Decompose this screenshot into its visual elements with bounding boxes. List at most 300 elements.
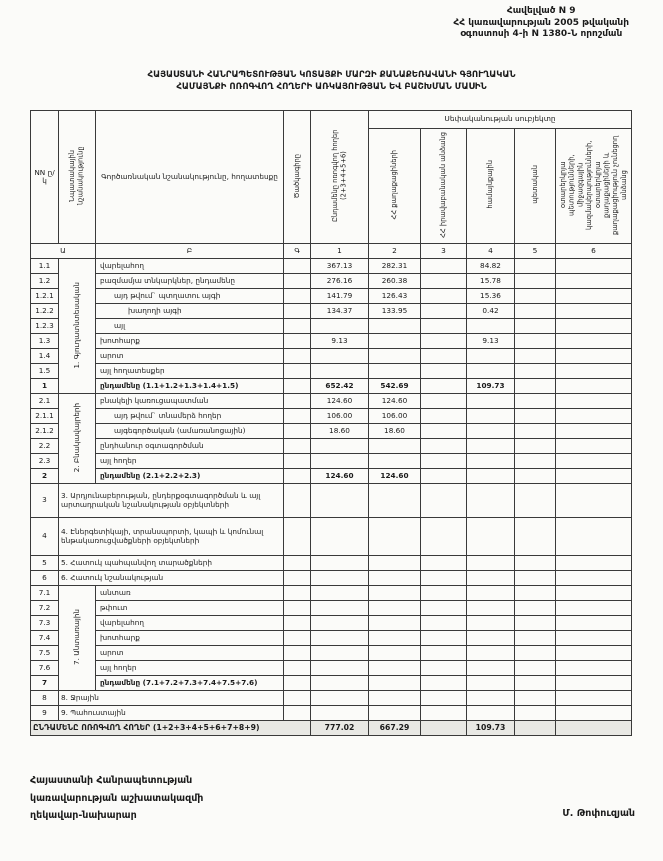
row-number: 1.2.1 — [31, 289, 59, 304]
appendix-line2: ՀՀ կառավարության 2005 թվականի — [453, 17, 629, 28]
code-cell — [284, 364, 311, 379]
value-cell — [467, 518, 515, 556]
row-number: 9 — [31, 706, 59, 721]
table-row — [31, 518, 632, 556]
row-number: 1.5 — [31, 364, 59, 379]
table-row — [31, 676, 632, 691]
value-cell — [556, 571, 632, 586]
value-cell — [515, 409, 556, 424]
row-number: 1.1 — [31, 259, 59, 274]
value-cell — [515, 439, 556, 454]
value-cell — [515, 571, 556, 586]
col-header-citizens: ՀՀ քաղաքացիների — [369, 129, 421, 244]
value-cell — [556, 691, 632, 706]
table-row — [31, 454, 632, 469]
value-cell — [467, 646, 515, 661]
row-label: ընդամենը (7.1+7.2+7.3+7.4+7.5+7.6) — [96, 676, 284, 691]
value-cell — [311, 586, 369, 601]
column-letter: 1 — [311, 244, 369, 259]
value-cell — [421, 304, 467, 319]
value-cell — [421, 556, 467, 571]
row-label: ընդհանուր օգտագործման — [96, 439, 284, 454]
value-cell: 134.37 — [311, 304, 369, 319]
value-cell — [369, 676, 421, 691]
value-cell: 126.43 — [369, 289, 421, 304]
value-cell — [515, 364, 556, 379]
issuer-block — [30, 772, 203, 825]
code-cell — [284, 334, 311, 349]
value-cell: 109.73 — [467, 721, 515, 736]
code-cell — [284, 646, 311, 661]
value-cell: 133.95 — [369, 304, 421, 319]
code-cell — [284, 349, 311, 364]
value-cell — [421, 259, 467, 274]
row-label: այլ հողատեսքեր — [96, 364, 284, 379]
value-cell: 0.42 — [467, 304, 515, 319]
value-cell — [556, 334, 632, 349]
value-cell — [421, 274, 467, 289]
value-cell — [515, 586, 556, 601]
value-cell — [467, 601, 515, 616]
value-cell — [421, 394, 467, 409]
value-cell — [421, 571, 467, 586]
value-cell — [515, 646, 556, 661]
value-cell — [556, 364, 632, 379]
row-label: բնակելի կառուցապատման — [96, 394, 284, 409]
col-header-total: Ընդամենը ոռոգվող հողեր (2+3+4+5+6) — [311, 111, 369, 244]
code-cell — [284, 676, 311, 691]
column-letter: 3 — [421, 244, 467, 259]
value-cell — [467, 676, 515, 691]
value-cell — [467, 586, 515, 601]
code-cell — [284, 631, 311, 646]
value-cell: 84.82 — [467, 259, 515, 274]
value-cell — [467, 631, 515, 646]
value-cell — [369, 571, 421, 586]
row-number: 2.2 — [31, 439, 59, 454]
value-cell — [467, 454, 515, 469]
table-row — [31, 319, 632, 334]
value-cell — [421, 469, 467, 484]
document-title-line2: ՀԱՄԱՅՆՔԻ ՈՌՈԳՎՈՂ ՀՈՂԵՐԻ ԱՌԿԱՅՈՒԹՅԱՆ ԵՎ ԲԱՇԽՄԱՆ ՄԱՍԻՆ — [176, 81, 487, 92]
value-cell — [311, 706, 369, 721]
value-cell — [369, 556, 421, 571]
value-cell — [515, 349, 556, 364]
value-cell: 667.29 — [369, 721, 421, 736]
col-header-code: Ծածկագիրը — [284, 111, 311, 244]
table-row — [31, 661, 632, 676]
code-cell — [284, 586, 311, 601]
value-cell: 124.60 — [369, 469, 421, 484]
row-label: այլ հողեր — [96, 454, 284, 469]
value-cell — [467, 706, 515, 721]
value-cell — [467, 616, 515, 631]
value-cell — [311, 646, 369, 661]
value-cell — [311, 661, 369, 676]
value-cell: 141.79 — [311, 289, 369, 304]
land-category-label — [59, 394, 96, 484]
row-number: 7.2 — [31, 601, 59, 616]
code-cell — [284, 319, 311, 334]
row-number: 1.3 — [31, 334, 59, 349]
row-label: վարելահող — [96, 259, 284, 274]
value-cell — [515, 601, 556, 616]
col-header-other-owners: օտարերկրյա պետությունների, միջազգային կազմակերպությունների, օտարերկրյա քաղաքացիների և քաղաքացիություն չունեցող անձանց — [556, 129, 632, 244]
row-number: 7.4 — [31, 631, 59, 646]
value-cell — [467, 484, 515, 518]
row-number: 7.6 — [31, 661, 59, 676]
value-cell — [369, 601, 421, 616]
col-header-state: պետական — [515, 129, 556, 244]
value-cell — [515, 259, 556, 274]
value-cell — [515, 394, 556, 409]
value-cell — [369, 518, 421, 556]
table-row — [31, 646, 632, 661]
value-cell — [421, 661, 467, 676]
land-category-label — [59, 259, 96, 394]
land-category-label-text: 2. Բնակավայրերի — [72, 402, 82, 472]
value-cell — [311, 631, 369, 646]
value-cell — [467, 349, 515, 364]
code-cell — [284, 518, 311, 556]
row-number: 2.3 — [31, 454, 59, 469]
row-number: 7.5 — [31, 646, 59, 661]
table-row — [31, 469, 632, 484]
value-cell — [421, 364, 467, 379]
value-cell — [369, 661, 421, 676]
col-header-purpose: Նպատակային նշանակությունը — [59, 111, 96, 244]
value-cell — [556, 586, 632, 601]
table-row — [31, 334, 632, 349]
table-row — [31, 424, 632, 439]
column-letter: 2 — [369, 244, 421, 259]
table-row — [31, 556, 632, 571]
value-cell — [467, 319, 515, 334]
table-row — [31, 289, 632, 304]
code-cell — [284, 424, 311, 439]
row-label: 4. Էներգետիկայի, տրանսպորտի, կապի և կոմունալ ենթակառուցվածքների օբյեկտների — [59, 518, 284, 556]
value-cell — [556, 518, 632, 556]
row-number: 2 — [31, 469, 59, 484]
row-number: 1.2 — [31, 274, 59, 289]
value-cell — [369, 454, 421, 469]
value-cell — [467, 409, 515, 424]
value-cell — [556, 601, 632, 616]
value-cell — [311, 349, 369, 364]
value-cell — [369, 319, 421, 334]
value-cell — [421, 721, 467, 736]
value-cell — [515, 484, 556, 518]
value-cell — [369, 616, 421, 631]
value-cell — [421, 289, 467, 304]
row-label: 8. Ջրային — [59, 691, 284, 706]
value-cell — [515, 518, 556, 556]
value-cell: 777.02 — [311, 721, 369, 736]
value-cell — [421, 454, 467, 469]
table-body — [31, 259, 632, 736]
col-header-community: համայնքային — [467, 129, 515, 244]
value-cell — [556, 661, 632, 676]
table-row — [31, 616, 632, 631]
value-cell — [556, 319, 632, 334]
code-cell — [284, 289, 311, 304]
value-cell — [311, 616, 369, 631]
value-cell — [556, 259, 632, 274]
land-category-label-text: 7. Անտառային — [72, 608, 82, 665]
row-label: խոտհարք — [96, 631, 284, 646]
table-row — [31, 379, 632, 394]
value-cell: 18.60 — [369, 424, 421, 439]
row-label: այգեգործական (ամառանոցային) — [96, 424, 284, 439]
col-header-functional: Գործառնական նշանակությունը, հողատեսքը — [96, 111, 284, 244]
value-cell — [556, 484, 632, 518]
value-cell — [311, 484, 369, 518]
value-cell — [515, 631, 556, 646]
row-label: թփուտ — [96, 601, 284, 616]
value-cell — [421, 691, 467, 706]
document-title — [0, 70, 663, 93]
issuer-line1: Հայաստանի Հանրապետության — [30, 775, 193, 786]
code-cell — [284, 601, 311, 616]
value-cell: 282.31 — [369, 259, 421, 274]
ownership-subject-header: Սեփականության սուբյեկտը — [369, 111, 632, 129]
value-cell — [515, 379, 556, 394]
code-cell — [284, 571, 311, 586]
row-label: այդ թվում` պտղատու այգի — [96, 289, 284, 304]
value-cell: 15.36 — [467, 289, 515, 304]
row-number: 7.1 — [31, 586, 59, 601]
value-cell — [515, 274, 556, 289]
value-cell: 260.38 — [369, 274, 421, 289]
table-row — [31, 349, 632, 364]
row-number: 1.4 — [31, 349, 59, 364]
col-header-legal-entities: ՀՀ իրավաբանական անձանց — [421, 129, 467, 244]
row-label: 5. Հատուկ պահպանվող տարածքների — [59, 556, 284, 571]
value-cell — [515, 289, 556, 304]
value-cell — [421, 409, 467, 424]
value-cell — [369, 484, 421, 518]
value-cell — [467, 571, 515, 586]
value-cell: 124.60 — [311, 394, 369, 409]
row-label: վարելահող — [96, 616, 284, 631]
signature-name: Մ. Թոփուզյան — [562, 808, 635, 819]
table-row — [31, 706, 632, 721]
value-cell — [369, 646, 421, 661]
table-row — [31, 259, 632, 274]
value-cell — [556, 379, 632, 394]
column-letter: Գ — [284, 244, 311, 259]
issuer-line2: կառավարության աշխատակազմի — [30, 792, 204, 804]
value-cell — [467, 364, 515, 379]
value-cell — [556, 424, 632, 439]
value-cell — [515, 676, 556, 691]
row-number: 7.3 — [31, 616, 59, 631]
column-letter: Բ — [96, 244, 284, 259]
value-cell — [556, 616, 632, 631]
value-cell — [515, 469, 556, 484]
value-cell — [467, 469, 515, 484]
value-cell — [421, 424, 467, 439]
row-number: 1 — [31, 379, 59, 394]
table-row — [31, 691, 632, 706]
value-cell — [515, 454, 556, 469]
table-row — [31, 484, 632, 518]
code-cell — [284, 469, 311, 484]
document-title-line1: ՀԱՅԱՍՏԱՆԻ ՀԱՆՐԱՊԵՏՈՒԹՅԱՆ ԿՈՏԱՅՔԻ ՄԱՐԶԻ ՔԱՆԱՔԵՌԱՎԱՆԻ ԳՅՈՒՂԱԿԱՆ — [147, 70, 516, 80]
value-cell: 9.13 — [467, 334, 515, 349]
value-cell — [421, 379, 467, 394]
value-cell — [556, 304, 632, 319]
column-letter: 6 — [556, 244, 632, 259]
value-cell — [556, 646, 632, 661]
value-cell — [421, 616, 467, 631]
value-cell — [467, 661, 515, 676]
row-number: 2.1.2 — [31, 424, 59, 439]
value-cell: 652.42 — [311, 379, 369, 394]
value-cell — [369, 586, 421, 601]
value-cell: 15.78 — [467, 274, 515, 289]
value-cell — [369, 364, 421, 379]
value-cell — [515, 721, 556, 736]
code-cell — [284, 484, 311, 518]
value-cell — [556, 631, 632, 646]
value-cell — [421, 676, 467, 691]
value-cell — [421, 646, 467, 661]
row-label: անտառ — [96, 586, 284, 601]
grand-total-label: ԸՆԴԱՄԵՆԸ ՈՌՈԳՎՈՂ ՀՈՂԵՐ (1+2+3+4+5+6+7+8+9) — [31, 721, 311, 736]
value-cell — [556, 289, 632, 304]
row-label: այդ թվում` տնամերձ հողեր — [96, 409, 284, 424]
code-cell — [284, 409, 311, 424]
value-cell — [369, 631, 421, 646]
value-cell — [421, 518, 467, 556]
table-row — [31, 409, 632, 424]
code-cell — [284, 304, 311, 319]
value-cell — [556, 439, 632, 454]
value-cell — [369, 439, 421, 454]
value-cell — [556, 556, 632, 571]
value-cell — [556, 409, 632, 424]
table-row — [31, 364, 632, 379]
value-cell — [421, 319, 467, 334]
appendix-note — [453, 6, 629, 41]
row-label: արոտ — [96, 349, 284, 364]
value-cell — [467, 556, 515, 571]
value-cell: 106.00 — [369, 409, 421, 424]
row-number: 4 — [31, 518, 59, 556]
value-cell: 124.60 — [369, 394, 421, 409]
value-cell — [556, 469, 632, 484]
value-cell — [556, 274, 632, 289]
row-number: 8 — [31, 691, 59, 706]
appendix-line3: օգոստոսի 4-ի N 1380-Ն որոշման — [460, 29, 623, 40]
row-number: 5 — [31, 556, 59, 571]
grand-total-row — [31, 721, 632, 736]
row-label: ընդամենը (2.1+2.2+2.3) — [96, 469, 284, 484]
value-cell — [421, 334, 467, 349]
value-cell — [421, 349, 467, 364]
code-cell — [284, 454, 311, 469]
value-cell: 367.13 — [311, 259, 369, 274]
value-cell — [421, 484, 467, 518]
code-cell — [284, 661, 311, 676]
column-letter: 5 — [515, 244, 556, 259]
table-row — [31, 274, 632, 289]
row-number: 7 — [31, 676, 59, 691]
issuer-line3: ղեկավար-նախարար — [30, 810, 137, 822]
table-row — [31, 394, 632, 409]
row-label: խոտհարք — [96, 334, 284, 349]
table-row — [31, 586, 632, 601]
value-cell — [467, 394, 515, 409]
row-label: ընդամենը (1.1+1.2+1.3+1.4+1.5) — [96, 379, 284, 394]
value-cell — [467, 691, 515, 706]
land-category-label-text: 1. Գյուղատնտեսական — [72, 281, 82, 369]
value-cell — [369, 691, 421, 706]
value-cell — [311, 556, 369, 571]
table-row — [31, 571, 632, 586]
land-distribution-table — [30, 110, 632, 736]
row-number: 3 — [31, 484, 59, 518]
value-cell: 109.73 — [467, 379, 515, 394]
code-cell — [284, 706, 311, 721]
value-cell — [311, 601, 369, 616]
column-letter: Ա — [31, 244, 96, 259]
row-number: 2.1.1 — [31, 409, 59, 424]
table-row — [31, 439, 632, 454]
row-number: 1.2.3 — [31, 319, 59, 334]
value-cell: 106.00 — [311, 409, 369, 424]
table-row — [31, 631, 632, 646]
row-label: 6. Հատուկ նշանակության — [59, 571, 284, 586]
value-cell — [515, 424, 556, 439]
value-cell — [515, 661, 556, 676]
value-cell — [556, 349, 632, 364]
value-cell — [467, 424, 515, 439]
value-cell: 124.60 — [311, 469, 369, 484]
value-cell — [311, 364, 369, 379]
row-label: 3. Արդյունաբերության, ընդերքօգտագործման և այլ արտադրական նշանակության օբյեկտների — [59, 484, 284, 518]
value-cell — [311, 439, 369, 454]
value-cell — [311, 571, 369, 586]
value-cell — [369, 349, 421, 364]
value-cell — [515, 556, 556, 571]
row-number: 2.1 — [31, 394, 59, 409]
value-cell — [311, 676, 369, 691]
value-cell: 18.60 — [311, 424, 369, 439]
value-cell — [311, 319, 369, 334]
land-category-label — [59, 586, 96, 691]
code-cell — [284, 691, 311, 706]
value-cell — [311, 691, 369, 706]
value-cell — [515, 304, 556, 319]
row-label: այլ — [96, 319, 284, 334]
code-cell — [284, 259, 311, 274]
value-cell — [556, 721, 632, 736]
column-letter: 4 — [467, 244, 515, 259]
value-cell — [311, 454, 369, 469]
value-cell — [515, 706, 556, 721]
value-cell — [311, 518, 369, 556]
code-cell — [284, 379, 311, 394]
value-cell — [556, 394, 632, 409]
value-cell — [515, 334, 556, 349]
value-cell — [421, 586, 467, 601]
value-cell — [515, 319, 556, 334]
value-cell — [515, 691, 556, 706]
col-header-nn: NN ը/կ — [31, 111, 59, 244]
value-cell — [421, 631, 467, 646]
